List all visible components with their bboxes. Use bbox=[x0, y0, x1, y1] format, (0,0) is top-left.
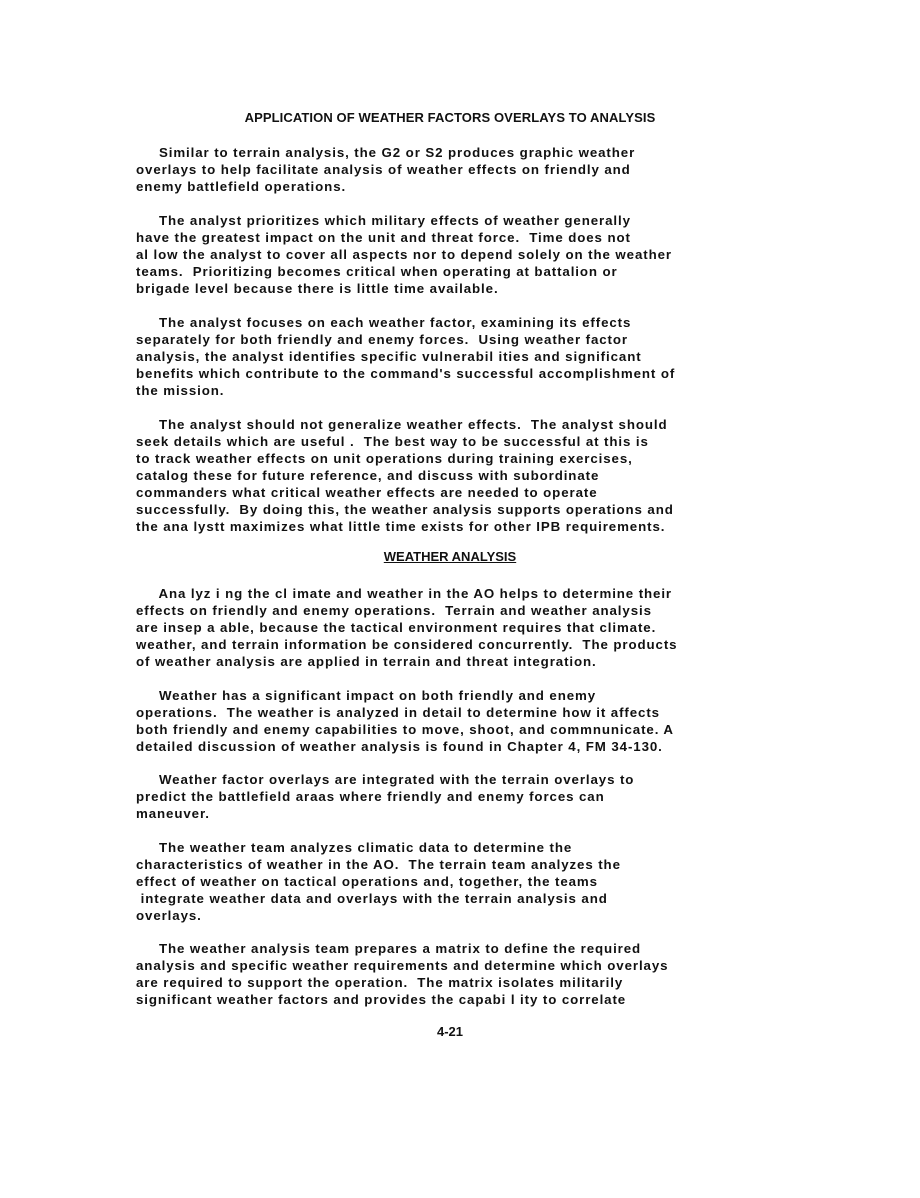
paragraph: Ana lyz i ng the cl imate and weather in the AO helps to determine their effects on friendly and enemy operations. Terrain and weather analysis are insep a able, because the tactical environment requires that climate. weather, and terrain information be considered concurrently. The products of weather analysis are applied in terrain and threat integration. bbox=[136, 586, 678, 669]
paragraph: The weather analysis team prepares a matrix to define the required analysis and specific weather requirements and determine which overlays are required to support the operation. The matrix isolates militarily significant weather factors and provides the capabi l ity to correlate bbox=[136, 941, 669, 1007]
page-number: 4-21 bbox=[436, 1024, 464, 1039]
paragraph: Weather has a significant impact on both friendly and enemy operations. The weather is analyzed in detail to determine how it affects both friendly and enemy capabilities to move, shoot, and commnunicate. A detailed discussion of weather analysis is found in Chapter 4, FM 34-130. bbox=[136, 688, 674, 754]
paragraph: The analyst should not generalize weather effects. The analyst should seek details which are useful . The best way to be successful at this is to track weather effects on unit operations during training exercises, catalog these for future reference, and discuss with subordinate commanders what critical weather effects are needed to operate successfully. By doing this, the weather analysis supports operations and the ana lystt maximizes what little time exists for other IPB requirements. bbox=[136, 417, 674, 534]
section-heading: WEATHER ANALYSIS bbox=[383, 549, 517, 564]
paragraph: The analyst focuses on each weather factor, examining its effects separately for both friendly and enemy forces. Using weather factor analysis, the analyst identifies specific vulnerabil ities and significant benefits which contribute to the command's successful accomplishment of the mission. bbox=[136, 315, 676, 398]
paragraph: The weather team analyzes climatic data to determine the characteristics of weather in the AO. The terrain team analyzes the effect of weather on tactical operations and, together, the teams integrate weather data and overlays with the terrain analysis and overlays. bbox=[136, 840, 621, 923]
paragraph: Weather factor overlays are integrated with the terrain overlays to predict the battlefield araas where friendly and enemy forces can maneuver. bbox=[136, 772, 635, 821]
paragraph: Similar to terrain analysis, the G2 or S2 produces graphic weather overlays to help facilitate analysis of weather effects on friendly and enemy battlefield operations. bbox=[136, 145, 636, 194]
paragraph: The analyst prioritizes which military effects of weather generally have the greatest impact on the unit and threat force. Time does not al low the analyst to cover all aspects nor to depend solely on the weather teams. Prioritizing becomes critical when operating at battalion or brigade level because there is little time available. bbox=[136, 213, 672, 296]
page-title: APPLICATION OF WEATHER FACTORS OVERLAYS TO ANALYSIS bbox=[244, 110, 656, 125]
